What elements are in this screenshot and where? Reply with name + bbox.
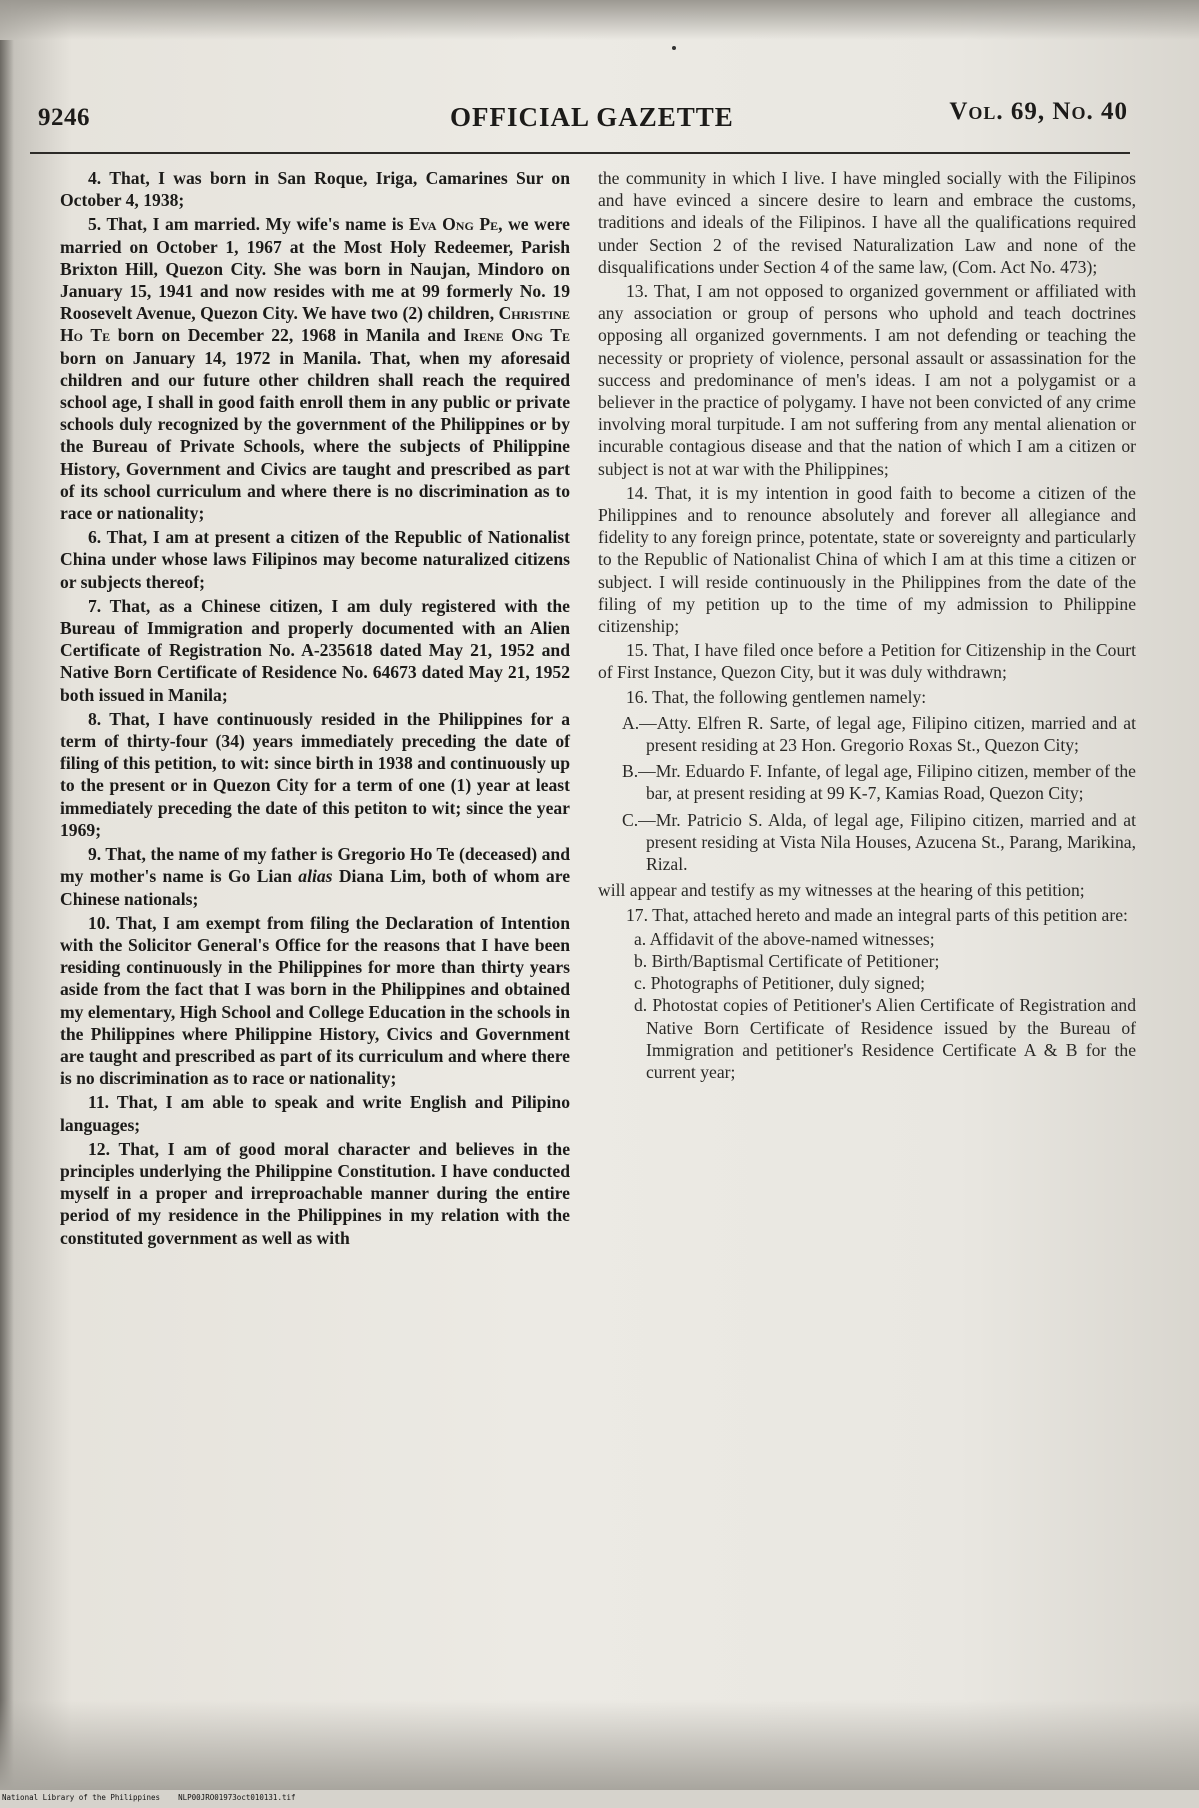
paragraph-5-text-a: 5. That, I am married. My wife's name is [88, 214, 410, 235]
attachment-a: a. Affidavit of the above-named witnesses; [634, 928, 935, 949]
alias-term: alias [298, 866, 333, 887]
paragraph-5 [60, 213, 570, 524]
attachment-b: b. Birth/Baptismal Certificate of Petitioner; [634, 950, 940, 971]
attachment-c: c. Photographs of Petitioner, duly signed; [634, 973, 926, 994]
paragraph-6: 6. That, I am at present a citizen of the Republic of Nationalist China under whose laws Filipinos may become naturalized citizens or subjects thereof; [60, 527, 570, 592]
paragraph-8: 8. That, I have continuously resided in the Philippines for a term of thirty-four (34) years immediately preceding the date of filing of this petition, to wit: since birth in 1938 and continuously up to the present or in Quezon City for a term of one (1) year at least immediately preceding the date of this petiton to wit; since the year 1969; [60, 708, 570, 840]
paragraph-9 [60, 843, 570, 910]
page-header [38, 96, 1128, 146]
file-id: NLP00JRO01973oct010131.tif [178, 1793, 296, 1802]
paragraph-16-end: will appear and testify as my witnesses at the hearing of this petition; [598, 880, 1085, 901]
paragraph-5-text-d: born on January 14, 1972 in Manila. That, when my aforesaid children and our future other children shall reach the required school age, I shall in good faith enroll them in any public or private schools duly recognized by the government of the Philippines or by the Bureau of Private Schools, where the subjects of Philippine History, Government and Civics are taught and prescribed as part of its school curriculum and where there is no discrimination as to race or nationality; [60, 347, 570, 524]
paragraph-9-text-a: 9. That, the name of my father is Gregorio Ho Te (deceased) and my mother's name is Go Lian [60, 844, 570, 887]
left-column [60, 167, 570, 1251]
right-column [598, 167, 1136, 1083]
paragraph-15: 15. That, I have filed once before a Petition for Citizenship in the Court of First Instance, Quezon City, but it was duly withdrawn; [598, 640, 1136, 683]
paragraph-5-text-c: born on December 22, 1968 in Manila and [110, 325, 464, 346]
paragraph-9-text-b: Diana Lim, both of whom are Chinese nationals; [60, 866, 571, 909]
witness-b: B.—Mr. Eduardo F. Infante, of legal age, Filipino citizen, member of the bar, at present residing at 99 K-7, Kamias Road, Quezon City; [622, 761, 1136, 804]
witness-a: A.—Atty. Elfren R. Sarte, of legal age, Filipino citizen, married and at present residing at 23 Hon. Gregorio Roxas St., Quezon City; [622, 712, 1136, 756]
scan-shadow-top [0, 0, 1199, 40]
paragraph-4: 4. That, I was born in San Roque, Iriga, Camarines Sur on October 4, 1938; [60, 168, 570, 211]
paragraph-17: 17. That, attached hereto and made an integral parts of this petition are: [626, 904, 1128, 925]
child-name-1: Christine Ho Te [60, 303, 570, 346]
scan-binding-edge [0, 40, 14, 1790]
publication-title: OFFICIAL GAZETTE [450, 102, 734, 132]
paragraph-10: 10. That, I am exempt from filing the Declaration of Intention with the Solicitor General's Office for the reasons that I have been residing continuously in the Philippines for more than thirty years aside from the fact that I was born in the Philippines and obtained my elementary, High School and College Education in the schools in the Philippines where Philippine History, Civics and Government are taught and prescribed as part of its curriculum and where there is no discrimination as to race or nationality; [60, 912, 570, 1089]
child-name-2: Irene Ong Te [463, 325, 570, 346]
paragraph-11: 11. That, I am able to speak and write English and Pilipino languages; [60, 1092, 570, 1135]
attachment-d: d. Photostat copies of Petitioner's Alien Certificate of Registration and Native Born Certificate of Residence issued by the Bureau of Immigration and petitioner's Residence Certificate A & B for the current year; [634, 995, 1136, 1082]
wife-name: Eva Ong Pe [409, 214, 499, 235]
paragraph-12-continued: the community in which I live. I have mingled socially with the Filipinos and have evinced a sincere desire to learn and embrace the customs, traditions and ideals of the Filipinos. I have all the qualifications required under Section 2 of the revised Naturalization Law and none of the disqualifications under Section 4 of the same law, (Com. Act No. 473); [598, 168, 1136, 277]
paragraph-13: 13. That, I am not opposed to organized government or affiliated with any association or group of persons who uphold and teach doctrines opposing all organized governments. I am not defending or teaching the necessity or propriety of violence, personal assault or assassination for the success and predominance of men's ideas. I am not a polygamist or a believer in the practice of polygamy. I have not been convicted of any crime involving moral turpitude. I am not suffering from any mental alienation or incurable contagious disease and that the nation of which I am a citizen or subject is not at war with the Philippines; [598, 281, 1136, 479]
paragraph-14: 14. That, it is my intention in good faith to become a citizen of the Philippines and to renounce absolutely and forever all allegiance and fidelity to any foreign prince, potentate, state or sovereignty and particularly to the Republic of Nationalist China of which I am at this time a citizen or subject. I will reside continuously in the Philippines from the date of the filing of my petition up to the time of my admission to Philippine citizenship; [598, 482, 1136, 637]
header-rule [30, 152, 1130, 154]
paragraph-12: 12. That, I am of good moral character and believes in the principles underlying the Philippine Constitution. I have conducted myself in a proper and irreproachable manner during the entire period of my residence in the Philippines in my relation with the constituted government as well as with [60, 1138, 570, 1248]
volume-number: Vol. 69, No. 40 [949, 98, 1128, 125]
paragraph-7: 7. That, as a Chinese citizen, I am duly registered with the Bureau of Immigration and properly documented with an Alien Certificate of Registration No. A-235618 dated May 21, 1952 and Native Born Certificate of Residence No. 64673 dated May 21, 1952 both issued in Manila; [60, 595, 570, 705]
scan-footer [2, 1793, 296, 1802]
scan-shadow-bottom [0, 1700, 1199, 1790]
paragraph-16: 16. That, the following gentlemen namely: [626, 686, 927, 707]
paragraph-5-text-b: , we were married on October 1, 1967 at the Most Holy Redeemer, Parish Brixton Hill, Quezon City. She was born in Naujan, Mindoro on January 15, 1941 and now resides with me at 99 formerly No. 19 Roosevelt Avenue, Quezon City. We have two (2) children, [60, 214, 570, 324]
library-credit: National Library of the Philippines [2, 1793, 161, 1802]
page-number: 9246 [38, 104, 90, 131]
scan-speck [672, 46, 676, 50]
witness-c: C.—Mr. Patricio S. Alda, of legal age, Filipino citizen, married and at present residing at Vista Nila Houses, Azucena St., Parang, Marikina, Rizal. [622, 809, 1136, 875]
